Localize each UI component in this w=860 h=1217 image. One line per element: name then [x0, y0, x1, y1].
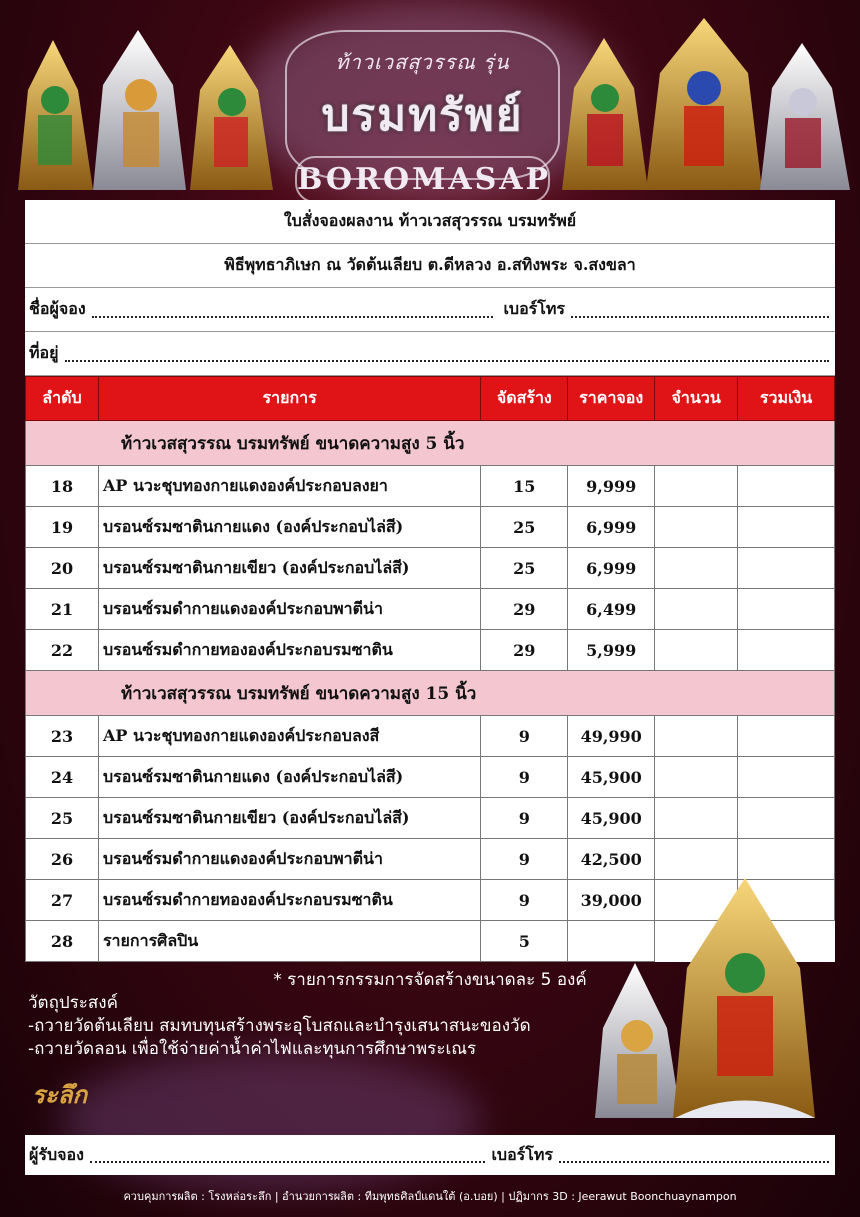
- statue-image-left: [8, 30, 283, 195]
- name-field[interactable]: [92, 302, 494, 318]
- row-item: บรอนซ์รมดำกายแดงองค์ประกอบพาตีน่า: [98, 589, 480, 630]
- name-label: ชื่อผู้จอง: [29, 299, 86, 318]
- col-header-item: รายการ: [98, 377, 480, 421]
- purpose-line-1: -ถวายวัดต้นเลียบ สมทบทุนสร้างพระอุโบสถและบำรุงเสนาสนะของวัด: [28, 1016, 531, 1036]
- row-price: 49,990: [568, 716, 655, 757]
- row-price: 42,500: [568, 839, 655, 880]
- row-made: 9: [481, 798, 568, 839]
- row-total-cell[interactable]: [738, 716, 835, 757]
- row-price: 45,900: [568, 757, 655, 798]
- row-qty-cell[interactable]: [655, 466, 738, 507]
- row-made: 9: [481, 839, 568, 880]
- col-header-qty: จำนวน: [655, 377, 738, 421]
- table-row: [26, 466, 835, 507]
- table-row: [26, 630, 835, 671]
- statue-image-bottom: [595, 878, 817, 1123]
- row-item: บรอนซ์รมซาตินกายแดง (องค์ประกอบไล่สี): [98, 507, 480, 548]
- row-total-cell[interactable]: [738, 839, 835, 880]
- purpose-title: วัตถุประสงค์: [28, 993, 118, 1013]
- page-title: บรมทรัพย์: [321, 90, 524, 141]
- table-row: [26, 589, 835, 630]
- row-total-cell[interactable]: [738, 548, 835, 589]
- purpose-line-2: -ถวายวัดลอน เพื่อใช้จ่ายค่าน้ำค่าไฟและทุนการศึกษาพระเณร: [28, 1039, 477, 1059]
- row-made: 29: [481, 589, 568, 630]
- receiver-phone-field[interactable]: [559, 1147, 829, 1163]
- row-item: บรอนซ์รมดำกายทององค์ประกอบรมซาติน: [98, 630, 480, 671]
- table-row: [26, 798, 835, 839]
- section-row-5inch: [26, 421, 835, 466]
- row-total-cell[interactable]: [738, 630, 835, 671]
- order-form: [25, 200, 835, 962]
- receiver-phone-label: เบอร์โทร: [491, 1144, 553, 1164]
- col-header-total: รวมเงิน: [738, 377, 835, 421]
- row-made: 29: [481, 630, 568, 671]
- purpose-section: [28, 992, 531, 1061]
- row-no: 28: [26, 921, 99, 962]
- row-qty-cell[interactable]: [655, 507, 738, 548]
- address-row: [25, 332, 835, 376]
- row-qty-cell[interactable]: [655, 716, 738, 757]
- row-item: รายการศิลปิน: [98, 921, 480, 962]
- row-total-cell[interactable]: [738, 589, 835, 630]
- row-qty-cell[interactable]: [655, 589, 738, 630]
- row-total-cell[interactable]: [738, 466, 835, 507]
- foundry-logo: ระลึก: [32, 1080, 88, 1109]
- address-field[interactable]: [65, 346, 829, 362]
- row-qty-cell[interactable]: [655, 798, 738, 839]
- row-total-cell[interactable]: [738, 798, 835, 839]
- table-row: [26, 716, 835, 757]
- receiver-row: [25, 1135, 835, 1175]
- receiver-label: ผู้รับจอง: [29, 1144, 84, 1164]
- row-no: 26: [26, 839, 99, 880]
- col-header-no: ลำดับ: [26, 377, 99, 421]
- row-price: 6,999: [568, 548, 655, 589]
- committee-note: * รายการกรรมการจัดสร้างขนาดละ 5 องค์: [273, 970, 587, 990]
- row-price: 6,499: [568, 589, 655, 630]
- row-qty-cell[interactable]: [655, 630, 738, 671]
- section-title: ท้าวเวสสุวรรณ บรมทรัพย์ ขนาดความสูง 5 นิ้ว: [26, 421, 835, 466]
- phone-field[interactable]: [571, 302, 829, 318]
- title-subtitle: ท้าวเวสสุวรรณ รุ่น: [335, 50, 510, 74]
- row-no: 22: [26, 630, 99, 671]
- row-made: 9: [481, 880, 568, 921]
- row-item: บรอนซ์รมดำกายแดงองค์ประกอบพาตีน่า: [98, 839, 480, 880]
- row-total-cell[interactable]: [738, 757, 835, 798]
- receiver-field[interactable]: [90, 1147, 486, 1163]
- row-made: 5: [481, 921, 568, 962]
- row-made: 25: [481, 507, 568, 548]
- form-heading: ใบสั่งจองผลงาน ท้าวเวสสุวรรณ บรมทรัพย์: [25, 200, 835, 244]
- row-no: 27: [26, 880, 99, 921]
- row-item: AP นวะชุบทองกายแดงองค์ประกอบลงสี: [98, 716, 480, 757]
- address-label: ที่อยู่: [29, 343, 59, 362]
- row-made: 9: [481, 757, 568, 798]
- row-total-cell[interactable]: [738, 507, 835, 548]
- row-no: 21: [26, 589, 99, 630]
- title-english: BOROMASAP: [295, 156, 550, 203]
- row-item: AP นวะชุบทองกายแดงองค์ประกอบลงยา: [98, 466, 480, 507]
- title-frame: [285, 30, 560, 197]
- row-qty-cell[interactable]: [655, 839, 738, 880]
- table-row: [26, 548, 835, 589]
- row-no: 23: [26, 716, 99, 757]
- phone-label: เบอร์โทร: [503, 299, 565, 318]
- section-title: ท้าวเวสสุวรรณ บรมทรัพย์ ขนาดความสูง 15 นิ้ว: [26, 671, 835, 716]
- col-header-made: จัดสร้าง: [481, 377, 568, 421]
- row-made: 9: [481, 716, 568, 757]
- row-no: 25: [26, 798, 99, 839]
- row-made: 25: [481, 548, 568, 589]
- row-item: บรอนซ์รมซาตินกายเขียว (องค์ประกอบไล่สี): [98, 548, 480, 589]
- row-no: 19: [26, 507, 99, 548]
- col-header-price: ราคาจอง: [568, 377, 655, 421]
- order-table: [25, 376, 835, 962]
- ceremony-info: พิธีพุทธาภิเษก ณ วัดต้นเลียบ ต.ดีหลวง อ.สทิงพระ จ.สงขลา: [25, 244, 835, 288]
- row-qty-cell[interactable]: [655, 548, 738, 589]
- name-phone-row: [25, 288, 835, 332]
- row-item: บรอนซ์รมดำกายทององค์ประกอบรมซาติน: [98, 880, 480, 921]
- row-item: บรอนซ์รมซาตินกายเขียว (องค์ประกอบไล่สี): [98, 798, 480, 839]
- row-price: 39,000: [568, 880, 655, 921]
- row-qty-cell[interactable]: [655, 757, 738, 798]
- section-row-15inch: [26, 671, 835, 716]
- row-item: บรอนซ์รมซาตินกายแดง (องค์ประกอบไล่สี): [98, 757, 480, 798]
- credits-footer: ควบคุมการผลิต : โรงหล่อระลึก | อำนวยการผลิต : ทีมพุทธศิลป์แดนใต้ (อ.บอย) | ปฏิมากร 3D : Jeerawut Boonchuaynampon: [123, 1190, 737, 1203]
- row-price: 6,999: [568, 507, 655, 548]
- row-price: 45,900: [568, 798, 655, 839]
- row-no: 18: [26, 466, 99, 507]
- table-row: [26, 839, 835, 880]
- row-price: 9,999: [568, 466, 655, 507]
- statue-image-right: [562, 18, 854, 195]
- table-row: [26, 507, 835, 548]
- header-banner: [0, 0, 860, 200]
- row-no: 24: [26, 757, 99, 798]
- table-row: [26, 757, 835, 798]
- table-header-row: [26, 377, 835, 421]
- row-no: 20: [26, 548, 99, 589]
- row-made: 15: [481, 466, 568, 507]
- row-price: 5,999: [568, 630, 655, 671]
